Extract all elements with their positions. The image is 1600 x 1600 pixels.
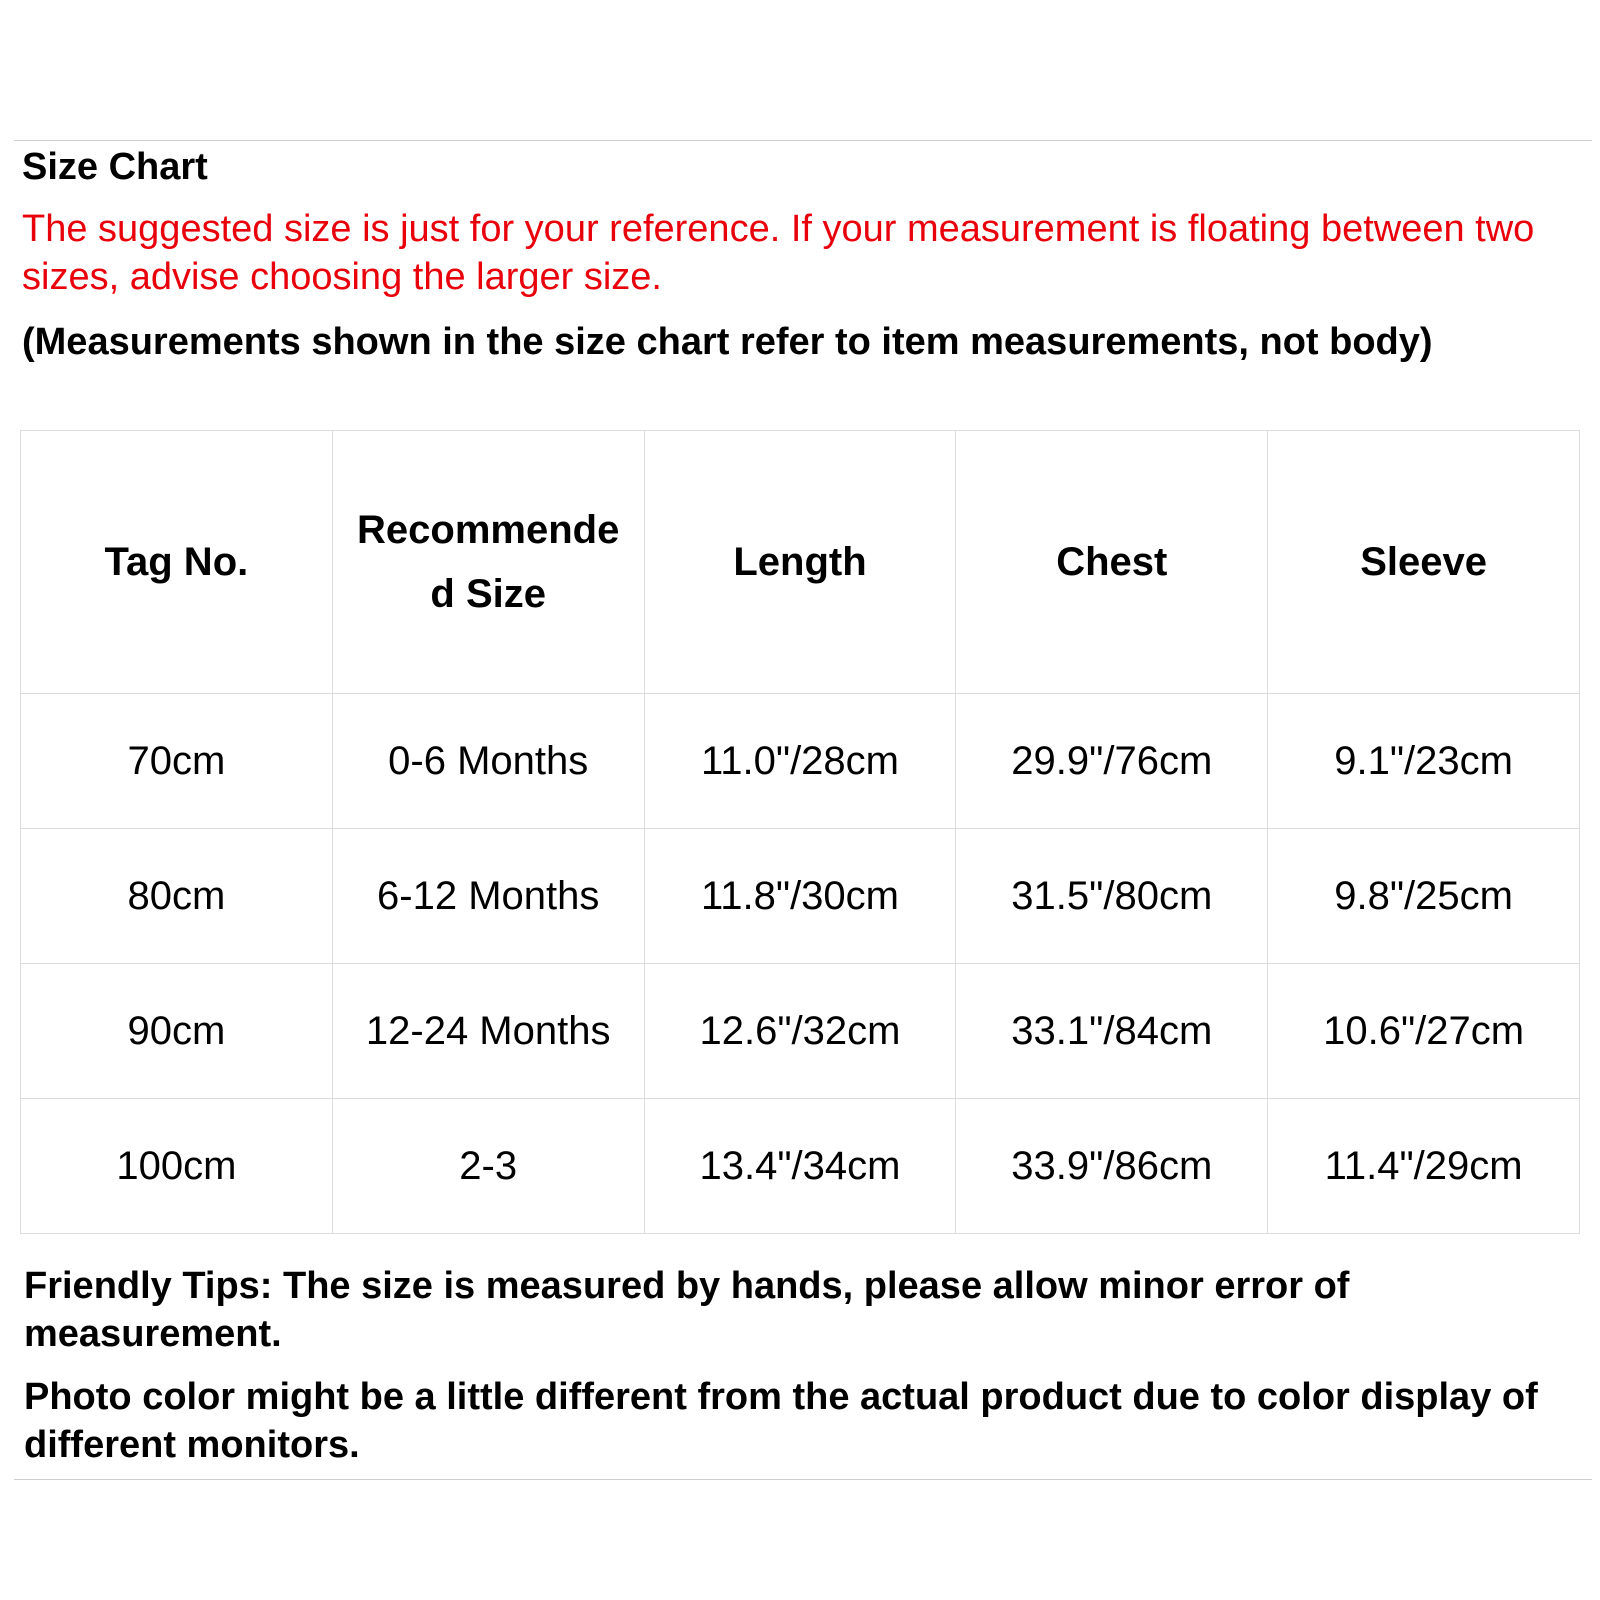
cell-sleeve: 9.8"/25cm bbox=[1268, 829, 1580, 964]
cell-tag-no: 70cm bbox=[21, 694, 333, 829]
cell-tag-no: 80cm bbox=[21, 829, 333, 964]
cell-sleeve: 11.4"/29cm bbox=[1268, 1099, 1580, 1234]
cell-chest: 31.5"/80cm bbox=[956, 829, 1268, 964]
cell-chest: 29.9"/76cm bbox=[956, 694, 1268, 829]
header-chest: Chest bbox=[956, 431, 1268, 694]
table-row bbox=[21, 694, 1580, 829]
measurement-note: (Measurements shown in the size chart refer to item measurements, not body) bbox=[22, 321, 1433, 363]
cell-tag-no: 90cm bbox=[21, 964, 333, 1099]
photo-color-note: Photo color might be a little different from the actual product due to color display of different monitors. bbox=[24, 1376, 1538, 1466]
cell-recommended-size: 0-6 Months bbox=[332, 694, 644, 829]
size-notice: The suggested size is just for your reference. If your measurement is floating between two sizes, advise choosing the larger size. bbox=[22, 208, 1535, 298]
cell-tag-no: 100cm bbox=[21, 1099, 333, 1234]
cell-length: 12.6"/32cm bbox=[644, 964, 956, 1099]
cell-sleeve: 10.6"/27cm bbox=[1268, 964, 1580, 1099]
table-row bbox=[21, 964, 1580, 1099]
header-tag-no: Tag No. bbox=[21, 431, 333, 694]
cell-sleeve: 9.1"/23cm bbox=[1268, 694, 1580, 829]
size-table bbox=[20, 430, 1580, 1234]
header-sleeve: Sleeve bbox=[1268, 431, 1580, 694]
cell-chest: 33.9"/86cm bbox=[956, 1099, 1268, 1234]
header-recommended-size-label: Recommended Size bbox=[357, 508, 620, 616]
cell-chest: 33.1"/84cm bbox=[956, 964, 1268, 1099]
header-recommended-size bbox=[332, 431, 644, 694]
table-row bbox=[21, 1099, 1580, 1234]
cell-length: 11.0"/28cm bbox=[644, 694, 956, 829]
cell-length: 13.4"/34cm bbox=[644, 1099, 956, 1234]
page-title: Size Chart bbox=[22, 146, 208, 188]
cell-recommended-size: 2-3 bbox=[332, 1099, 644, 1234]
friendly-tips: Friendly Tips: The size is measured by hands, please allow minor error of measurement. bbox=[24, 1265, 1350, 1355]
cell-recommended-size: 12-24 Months bbox=[332, 964, 644, 1099]
header-length: Length bbox=[644, 431, 956, 694]
cell-length: 11.8"/30cm bbox=[644, 829, 956, 964]
table-row bbox=[21, 829, 1580, 964]
table-header-row bbox=[21, 431, 1580, 694]
cell-recommended-size: 6-12 Months bbox=[332, 829, 644, 964]
